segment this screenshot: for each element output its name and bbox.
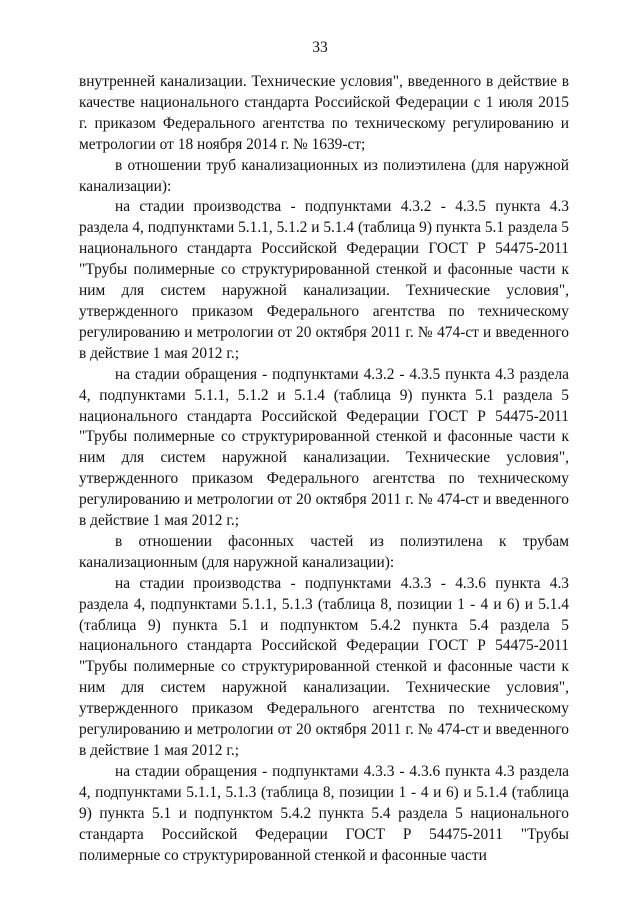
paragraph-fittings-circulation: на стадии обращения - подпунктами 4.3.3 - 4.3.6 пункта 4.3 раздела 4, подпунктами 5.1.1, 5.1.3 (таблица 8, позиции 1 - 4 и 6) и 5.1.4 (таблица 9) пункта 5.1 и подпунктом 5.4.2 пункта 5.4 раздела 5 национального стандарта Российской Федерации ГОСТ Р 54475-2011 "Трубы полимерные со структурированной стенкой и фасонные части xyxy=(79,762,569,864)
page-number: 33 xyxy=(312,39,328,56)
paragraph-pipes-heading: в отношении труб канализационных из полиэтилена (для наружной канализации): xyxy=(79,156,569,195)
paragraph-pipes-circulation: на стадии обращения - подпунктами 4.3.2 - 4.3.5 пункта 4.3 раздела 4, подпунктами 5.1.1, 5.1.2 и 5.1.4 (таблица 9) пункта 5.1 раздела 5 национального стандарта Российской Федерации ГОСТ Р 54475-2011 "Трубы полимерные со структурированной стенкой и фасонные части к ним для систем наружной канализации. Технические условия", утвержденного приказом Федерального агентства по техническому регулированию и метрологии от 20 октября 2011 г. № 474-ст и введенного в действие 1 мая 2012 г.; xyxy=(79,365,569,530)
paragraph-pipes-production: на стадии производства - подпунктами 4.3.2 - 4.3.5 пункта 4.3 раздела 4, подпунктами 5.1.1, 5.1.2 и 5.1.4 (таблица 9) пункта 5.1 раздела 5 национального стандарта Российской Федерации ГОСТ Р 54475-2011 "Трубы полимерные со структурированной стенкой и фасонные части к ним для систем наружной канализации. Технические условия", утвержденного приказом Федерального агентства по техническому регулированию и метрологии от 20 октября 2011 г. № 474-ст и введенного в действие 1 мая 2012 г.; xyxy=(79,198,569,362)
paragraph-fittings-heading: в отношении фасонных частей из полиэтилена к трубам канализационным (для наружной канализации): xyxy=(79,532,569,571)
paragraph-fittings-production: на стадии производства - подпунктами 4.3.3 - 4.3.6 пункта 4.3 раздела 4, подпунктами 5.1.1, 5.1.3 (таблица 8, позиции 1 - 4 и 6) и 5.1.4 (таблица 9) пункта 5.1 и подпунктом 5.4.2 пункта 5.4 раздела 5 национального стандарта Российской Федерации ГОСТ Р 54475-2011 "Трубы полимерные со структурированной стенкой и фасонные части к ним для систем наружной канализации. Технические условия", утвержденного приказом Федерального агентства по техническому регулированию и метрологии от 20 октября 2011 г. № 474-ст и введенного в действие 1 мая 2012 г.; xyxy=(79,574,569,759)
paragraph-continuation: внутренней канализации. Технические условия", введенного в действие в качестве национального стандарта Российской Федерации с 1 июля 2015 г. приказом Федерального агентства по техническому регулированию и метрологии от 18 ноября 2014 г. № 1639-ст; xyxy=(79,73,569,153)
document-body xyxy=(79,72,569,866)
